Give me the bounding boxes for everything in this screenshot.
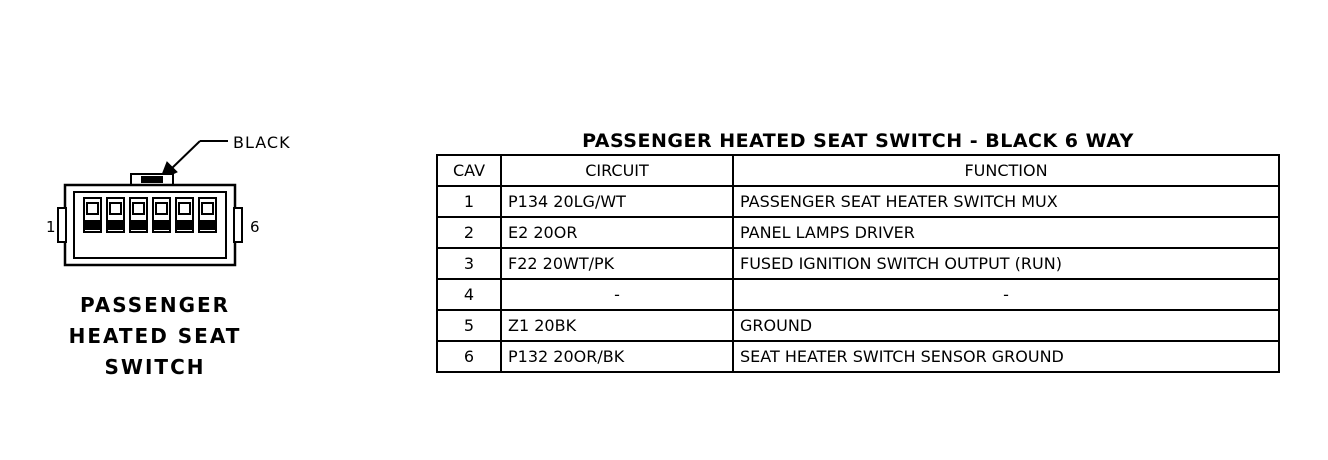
table-row <box>437 248 1279 279</box>
connector-name-line: SWITCH <box>104 355 206 379</box>
table-row <box>437 186 1279 217</box>
table-row <box>437 279 1279 310</box>
header-cav: CAV <box>437 155 501 186</box>
header-circuit: CIRCUIT <box>501 155 733 186</box>
table-row <box>437 310 1279 341</box>
table-row <box>437 217 1279 248</box>
connector-name-line: HEATED SEAT <box>68 324 242 348</box>
pinout-table <box>436 154 1280 373</box>
cell-function: FUSED IGNITION SWITCH OUTPUT (RUN) <box>733 248 1279 279</box>
cell-cav: 5 <box>437 310 501 341</box>
cell-function: PANEL LAMPS DRIVER <box>733 217 1279 248</box>
cell-circuit: P132 20OR/BK <box>501 341 733 372</box>
pin-first-label: 1 <box>46 218 56 236</box>
cell-circuit: F22 20WT/PK <box>501 248 733 279</box>
cell-cav: 2 <box>437 217 501 248</box>
connector-color-label: BLACK <box>233 133 291 152</box>
table-row <box>437 341 1279 372</box>
table-header-row <box>437 155 1279 186</box>
cell-cav: 4 <box>437 279 501 310</box>
cell-circuit: - <box>501 279 733 310</box>
connector-name <box>60 290 250 383</box>
table-title: PASSENGER HEATED SEAT SWITCH - BLACK 6 WAY <box>582 130 1134 152</box>
cell-function: PASSENGER SEAT HEATER SWITCH MUX <box>733 186 1279 217</box>
cell-circuit: Z1 20BK <box>501 310 733 341</box>
cell-cav: 3 <box>437 248 501 279</box>
cell-function: SEAT HEATER SWITCH SENSOR GROUND <box>733 341 1279 372</box>
cell-function: GROUND <box>733 310 1279 341</box>
cell-cav: 6 <box>437 341 501 372</box>
cell-circuit: E2 20OR <box>501 217 733 248</box>
header-function: FUNCTION <box>733 155 1279 186</box>
cell-circuit: P134 20LG/WT <box>501 186 733 217</box>
cell-cav: 1 <box>437 186 501 217</box>
cell-function: - <box>733 279 1279 310</box>
pin-last-label: 6 <box>250 218 260 236</box>
connector-name-line: PASSENGER <box>79 293 231 317</box>
